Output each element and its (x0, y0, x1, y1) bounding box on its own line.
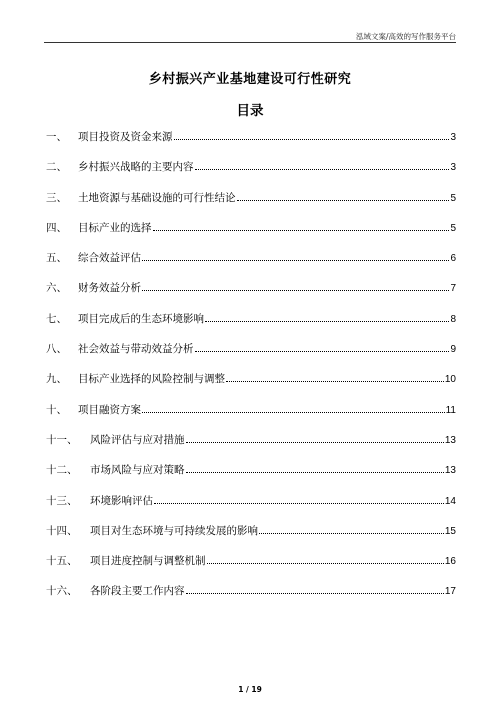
toc-leader-dots (186, 472, 444, 473)
toc-entry-number: 六、 (46, 282, 67, 295)
toc-entry-page: 13 (444, 465, 456, 477)
toc-leader-dots (195, 351, 450, 352)
toc-entry[interactable] (46, 280, 456, 310)
toc-entry-label: 项目对生态环境与可持续发展的影响 (90, 524, 258, 537)
toc-entry-number: 十一、 (46, 433, 78, 446)
toc-entry-page: 6 (450, 253, 456, 265)
toc-entry-page: 8 (450, 313, 456, 325)
toc-leader-dots (226, 381, 444, 382)
toc-entry-number: 十四、 (46, 524, 78, 537)
toc-entry[interactable] (46, 553, 456, 583)
toc-leader-dots (195, 169, 450, 170)
toc-entry-number: 八、 (46, 343, 67, 356)
toc-entry[interactable] (46, 129, 456, 159)
toc-entry[interactable] (46, 371, 456, 401)
toc-entry-page: 15 (444, 525, 456, 537)
table-of-contents (46, 129, 456, 614)
toc-entry-number: 十三、 (46, 494, 78, 507)
toc-leader-dots (142, 290, 449, 291)
toc-entry-page: 7 (450, 283, 456, 295)
toc-leader-dots (153, 230, 450, 231)
toc-entry[interactable] (46, 311, 456, 341)
toc-entry-number: 十二、 (46, 464, 78, 477)
toc-entry-number: 一、 (46, 131, 67, 143)
toc-entry-label: 风险评估与应对措施 (90, 433, 185, 446)
toc-entry[interactable] (46, 220, 456, 250)
toc-entry-number: 三、 (46, 191, 67, 204)
page-indicator: 1 / 19 (238, 685, 262, 694)
toc-entry[interactable] (46, 493, 456, 523)
toc-entry-label: 财务效益分析 (78, 282, 141, 295)
toc-entry[interactable] (46, 402, 456, 432)
toc-leader-dots (186, 593, 444, 594)
toc-entry-label: 市场风险与应对策略 (90, 464, 185, 477)
toc-entry-label: 目标产业的选择 (78, 221, 152, 234)
toc-leader-dots (259, 533, 444, 534)
toc-entry-label: 综合效益评估 (78, 252, 141, 265)
toc-entry-label: 各阶段主要工作内容 (90, 585, 185, 598)
toc-entry[interactable] (46, 250, 456, 280)
toc-leader-dots (142, 260, 449, 261)
toc-entry-page: 17 (444, 586, 456, 598)
toc-entry-page: 13 (444, 434, 456, 446)
toc-entry-label: 土地资源与基础设施的可行性结论 (78, 191, 236, 204)
toc-entry-label: 目标产业选择的风险控制与调整 (78, 373, 225, 386)
toc-entry-number: 十、 (46, 403, 67, 416)
toc-heading: 目录 (236, 103, 264, 119)
header-divider (44, 42, 456, 43)
toc-entry[interactable] (46, 341, 456, 371)
toc-entry-number: 五、 (46, 252, 67, 265)
toc-entry-label: 项目完成后的生态环境影响 (78, 312, 204, 325)
header-text: 泓域文案/高效的写作服务平台 (355, 32, 456, 41)
toc-entry-label: 项目融资方案 (78, 403, 141, 416)
toc-entry-number: 十五、 (46, 555, 78, 568)
toc-leader-dots (207, 563, 444, 564)
toc-entry-label: 环境影响评估 (90, 494, 153, 507)
toc-entry[interactable] (46, 190, 456, 220)
toc-leader-dots (154, 503, 444, 504)
toc-entry-page: 5 (450, 222, 456, 234)
toc-leader-dots (142, 412, 445, 413)
toc-entry[interactable] (46, 432, 456, 462)
toc-entry-page: 11 (445, 404, 456, 416)
toc-entry[interactable] (46, 159, 456, 189)
toc-entry-number: 七、 (46, 312, 67, 325)
toc-entry[interactable] (46, 462, 456, 492)
toc-entry-label: 项目进度控制与调整机制 (90, 555, 206, 568)
toc-entry-number: 四、 (46, 221, 67, 234)
toc-entry[interactable] (46, 583, 456, 613)
toc-entry-label: 乡村振兴战略的主要内容 (78, 161, 194, 174)
toc-entry-label: 社会效益与带动效益分析 (78, 343, 194, 356)
toc-entry-page: 3 (450, 132, 456, 143)
toc-entry-page: 10 (444, 374, 456, 386)
toc-leader-dots (237, 200, 450, 201)
toc-entry-page: 16 (444, 556, 456, 568)
toc-leader-dots (174, 139, 450, 140)
document-title: 乡村振兴产业基地建设可行性研究 (148, 72, 352, 87)
toc-entry-number: 九、 (46, 373, 67, 386)
toc-entry-number: 二、 (46, 161, 67, 174)
toc-entry-page: 5 (450, 192, 456, 204)
toc-entry-number: 十六、 (46, 585, 78, 598)
toc-entry-page: 9 (450, 344, 456, 356)
toc-leader-dots (205, 321, 449, 322)
toc-entry-page: 3 (450, 162, 456, 174)
toc-entry-label: 项目投资及资金来源 (78, 131, 173, 143)
toc-leader-dots (186, 442, 444, 443)
toc-entry[interactable] (46, 523, 456, 553)
toc-entry-page: 14 (444, 495, 456, 507)
